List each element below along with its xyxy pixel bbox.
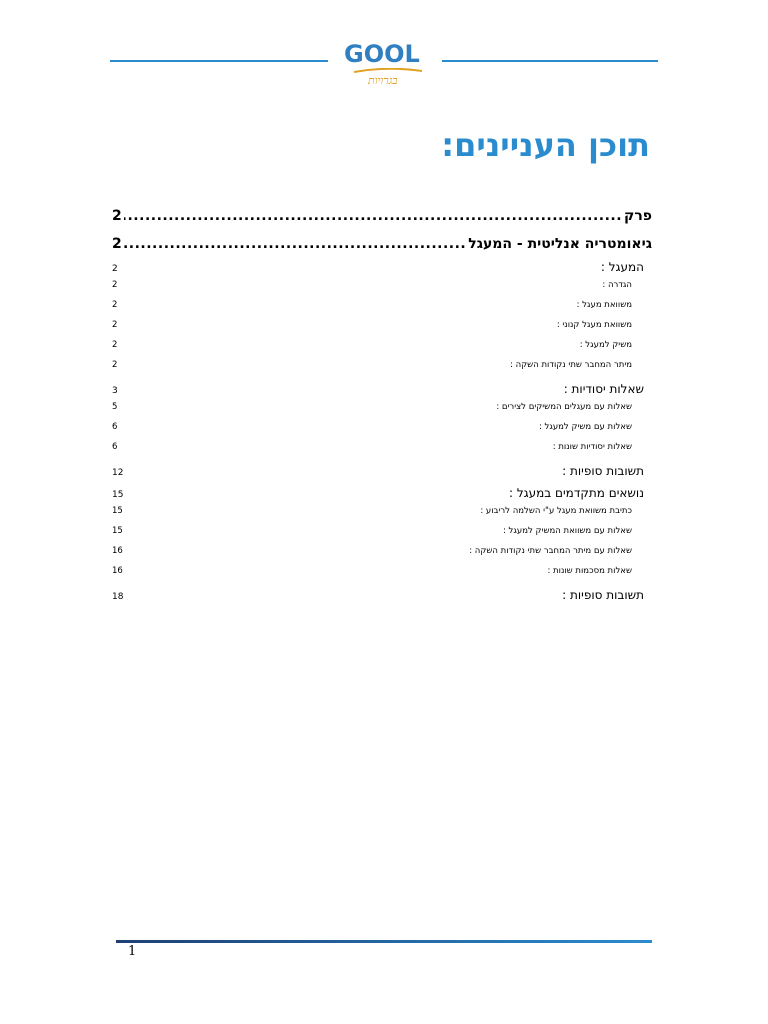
page-title: תוכן העניינים: <box>441 126 650 164</box>
toc-entry[interactable] <box>112 208 652 224</box>
toc-entry-title: שאלות עם משוואת המשיק למעגל : <box>502 526 632 536</box>
toc-entry[interactable] <box>112 442 652 452</box>
toc-entry[interactable] <box>112 566 652 576</box>
toc-entry-title: משוואת מעגל קנוני : <box>556 320 632 330</box>
footer-rule <box>116 940 652 943</box>
toc-dot-leader <box>124 208 622 224</box>
toc-entry-page: 2 <box>112 300 118 310</box>
toc-entry-title: תשובות סופיות : <box>562 464 644 478</box>
toc-entry-page: 15 <box>112 526 123 536</box>
toc-entry-page: 2 <box>112 264 118 274</box>
toc-entry-title: שאלות יסודיות : <box>563 382 644 396</box>
toc-entry-page: 12 <box>112 468 124 478</box>
toc-entry[interactable] <box>112 236 652 252</box>
page-number: 1 <box>128 944 137 959</box>
toc-entry[interactable] <box>112 340 652 350</box>
toc-entry-page: 6 <box>112 422 118 432</box>
toc-entry-title: תשובות סופיות : <box>562 588 644 602</box>
gool-logo <box>340 40 430 90</box>
toc-entry-title: שאלות עם משיק למעגל : <box>538 422 632 432</box>
toc-entry[interactable] <box>112 402 652 412</box>
toc-entry-page: 6 <box>112 442 118 452</box>
toc-entry-page: 3 <box>112 386 118 396</box>
toc-entry[interactable] <box>112 464 652 478</box>
toc-entry-title: הגדרה : <box>602 280 632 290</box>
toc-dot-leader <box>124 236 467 252</box>
toc-entry-title: מיתר המחבר שתי נקודות השקה : <box>510 360 632 370</box>
toc-entry-title: כתיבת משוואת מעגל ע"י השלמה לריבוע : <box>480 506 632 516</box>
toc-entry-page: 15 <box>112 506 123 516</box>
toc-entry[interactable] <box>112 546 652 556</box>
toc-entry[interactable] <box>112 320 652 330</box>
toc-entry[interactable] <box>112 280 652 290</box>
toc-entry-page: 18 <box>112 592 124 602</box>
toc-entry-page: 2 <box>112 208 122 224</box>
toc-entry-title: המעגל : <box>600 260 644 274</box>
header-rule-right <box>442 60 658 62</box>
header-rule-left <box>110 60 328 62</box>
toc-entry[interactable] <box>112 526 652 536</box>
toc-entry-title: גיאומטריה אנליטית - המעגל <box>468 236 652 252</box>
toc-entry[interactable] <box>112 300 652 310</box>
toc-entry-title: שאלות עם מעגלים המשיקים לצירים : <box>496 402 632 412</box>
toc-entry-page: 15 <box>112 490 124 500</box>
toc-entry-title: פרק <box>624 208 652 224</box>
logo-subtext: בגרויות <box>368 74 398 87</box>
toc-entry[interactable] <box>112 506 652 516</box>
toc-entry-page: 16 <box>112 546 123 556</box>
toc-entry[interactable] <box>112 360 652 370</box>
toc-entry-page: 2 <box>112 236 122 252</box>
toc-entry-page: 2 <box>112 340 118 350</box>
toc-entry-title: משוואת מעגל : <box>576 300 632 310</box>
logo-text: GOOL <box>344 40 420 68</box>
toc-entry-page: 16 <box>112 566 123 576</box>
toc-entry[interactable] <box>112 486 652 500</box>
toc-entry-page: 2 <box>112 360 118 370</box>
toc-entry[interactable] <box>112 382 652 396</box>
toc-entry-title: נושאים מתקדמים במעגל : <box>509 486 644 500</box>
toc-entry-page: 2 <box>112 320 118 330</box>
toc-entry-page: 5 <box>112 402 118 412</box>
toc-entry-page: 2 <box>112 280 118 290</box>
toc-entry[interactable] <box>112 422 652 432</box>
toc-entry-title: שאלות יסודיות שונות : <box>552 442 632 452</box>
toc-entry-title: שאלות מסכמות שונות : <box>547 566 632 576</box>
toc-entry[interactable] <box>112 588 652 602</box>
toc-entry[interactable] <box>112 260 652 274</box>
toc-entry-title: משיק למעגל : <box>579 340 632 350</box>
toc-entry-title: שאלות עם מיתר המחבר שתי נקודות השקה : <box>469 546 632 556</box>
